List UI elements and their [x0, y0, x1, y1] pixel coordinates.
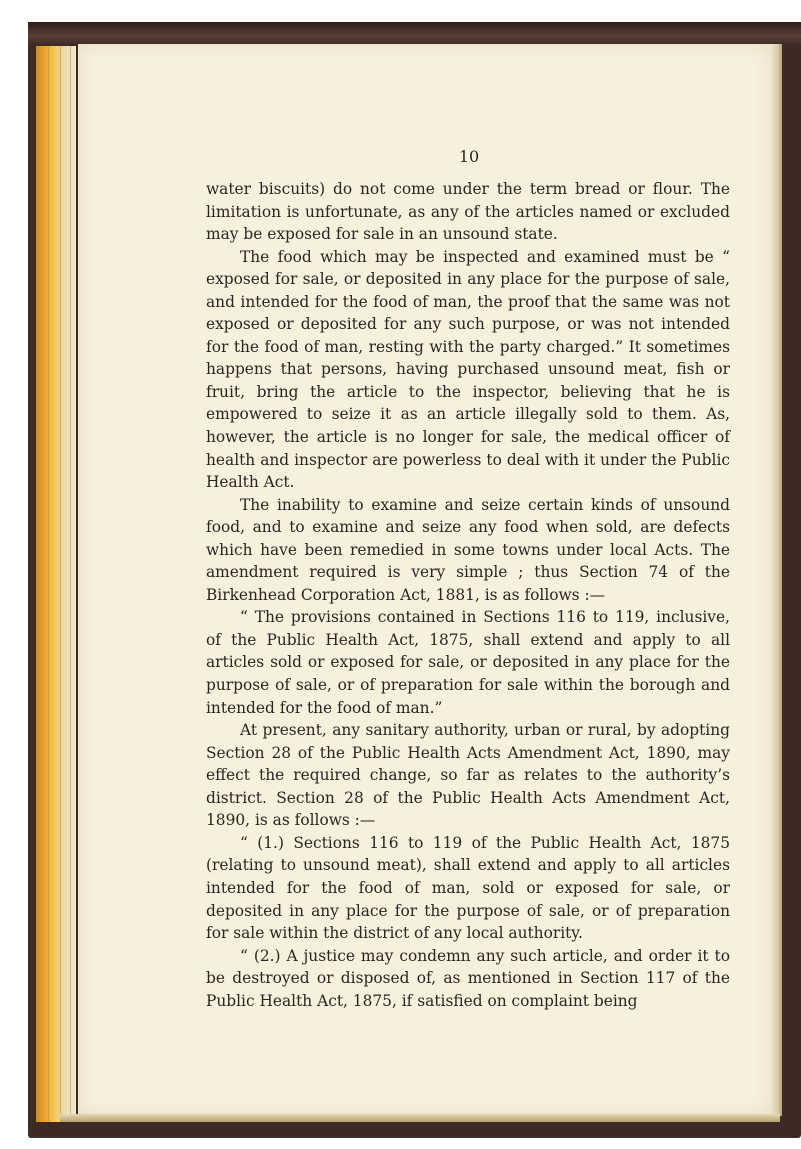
paragraph: At present, any sanitary authority, urban or rural, by adopting Section 28 of the Public Health Acts Amendment Act, 1890, may effect the required change, so far as relates to the authority’s district. Section 28 of the Public Health Acts Amendment Act, 1890, is as follows :—: [206, 721, 730, 830]
page-edge-line: [60, 46, 61, 1122]
page-number: 10: [458, 147, 480, 166]
paragraph: The food which may be inspected and examined must be “ exposed for sale, or deposited in any place for the purpose of sale, and intended for the food of man, the proof that the same was not exposed or deposited for any such purpose, or was not intended for the food of man, resting with the party charged.” It sometimes happens that persons, having purchased unsound meat, fish or fruit, bring the article to the inspector, believing that he is empowered to seize it as an article illegally sold to them. As, however, the article is no longer for sale, the medical officer of health and inspector are powerless to deal with it under the Public Health Act.: [206, 247, 730, 492]
page-edge-line: [70, 46, 71, 1122]
page-text-block: [206, 146, 730, 1012]
page-edge-line: [48, 46, 49, 1122]
paragraph: water biscuits) do not come under the term bread or flour. The limitation is unfortunate, as any of the articles named or excluded may be exposed for sale in an unsound state.: [206, 180, 730, 244]
quoted-paragraph: “ (1.) Sections 116 to 119 of the Public Health Act, 1875 (relating to unsound meat), shall extend and apply to all articles intended for the food of man, sold or exposed for sale, or deposited in any place for the purpose of sale, or of preparation for sale within the district of any local authority.: [206, 833, 730, 943]
book-cover-top-edge: [28, 22, 801, 46]
quoted-paragraph: “ (2.) A justice may condemn any such article, and order it to be destroyed or disposed of, as mentioned in Section 117 of the Public Health Act, 1875, if satisfied on complaint being: [206, 946, 730, 1010]
quoted-paragraph: “ The provisions contained in Sections 116 to 119, inclusive, of the Public Health Act, 1875, shall extend and apply to all articles sold or exposed for sale, or deposited in any place for the purpose of sale, or of preparation for sale within the borough and intended for the food of man.”: [206, 608, 730, 717]
paragraph: The inability to examine and seize certain kinds of unsound food, and to examine and seize any food when sold, are defects which have been remedied in some towns under local Acts. The amendment required is very simple ; thus Section 74 of the Birkenhead Corporation Act, 1881, is as follows :—: [206, 495, 730, 604]
page-edge-right: [772, 44, 782, 1116]
page-edge-bottom: [60, 1114, 780, 1122]
